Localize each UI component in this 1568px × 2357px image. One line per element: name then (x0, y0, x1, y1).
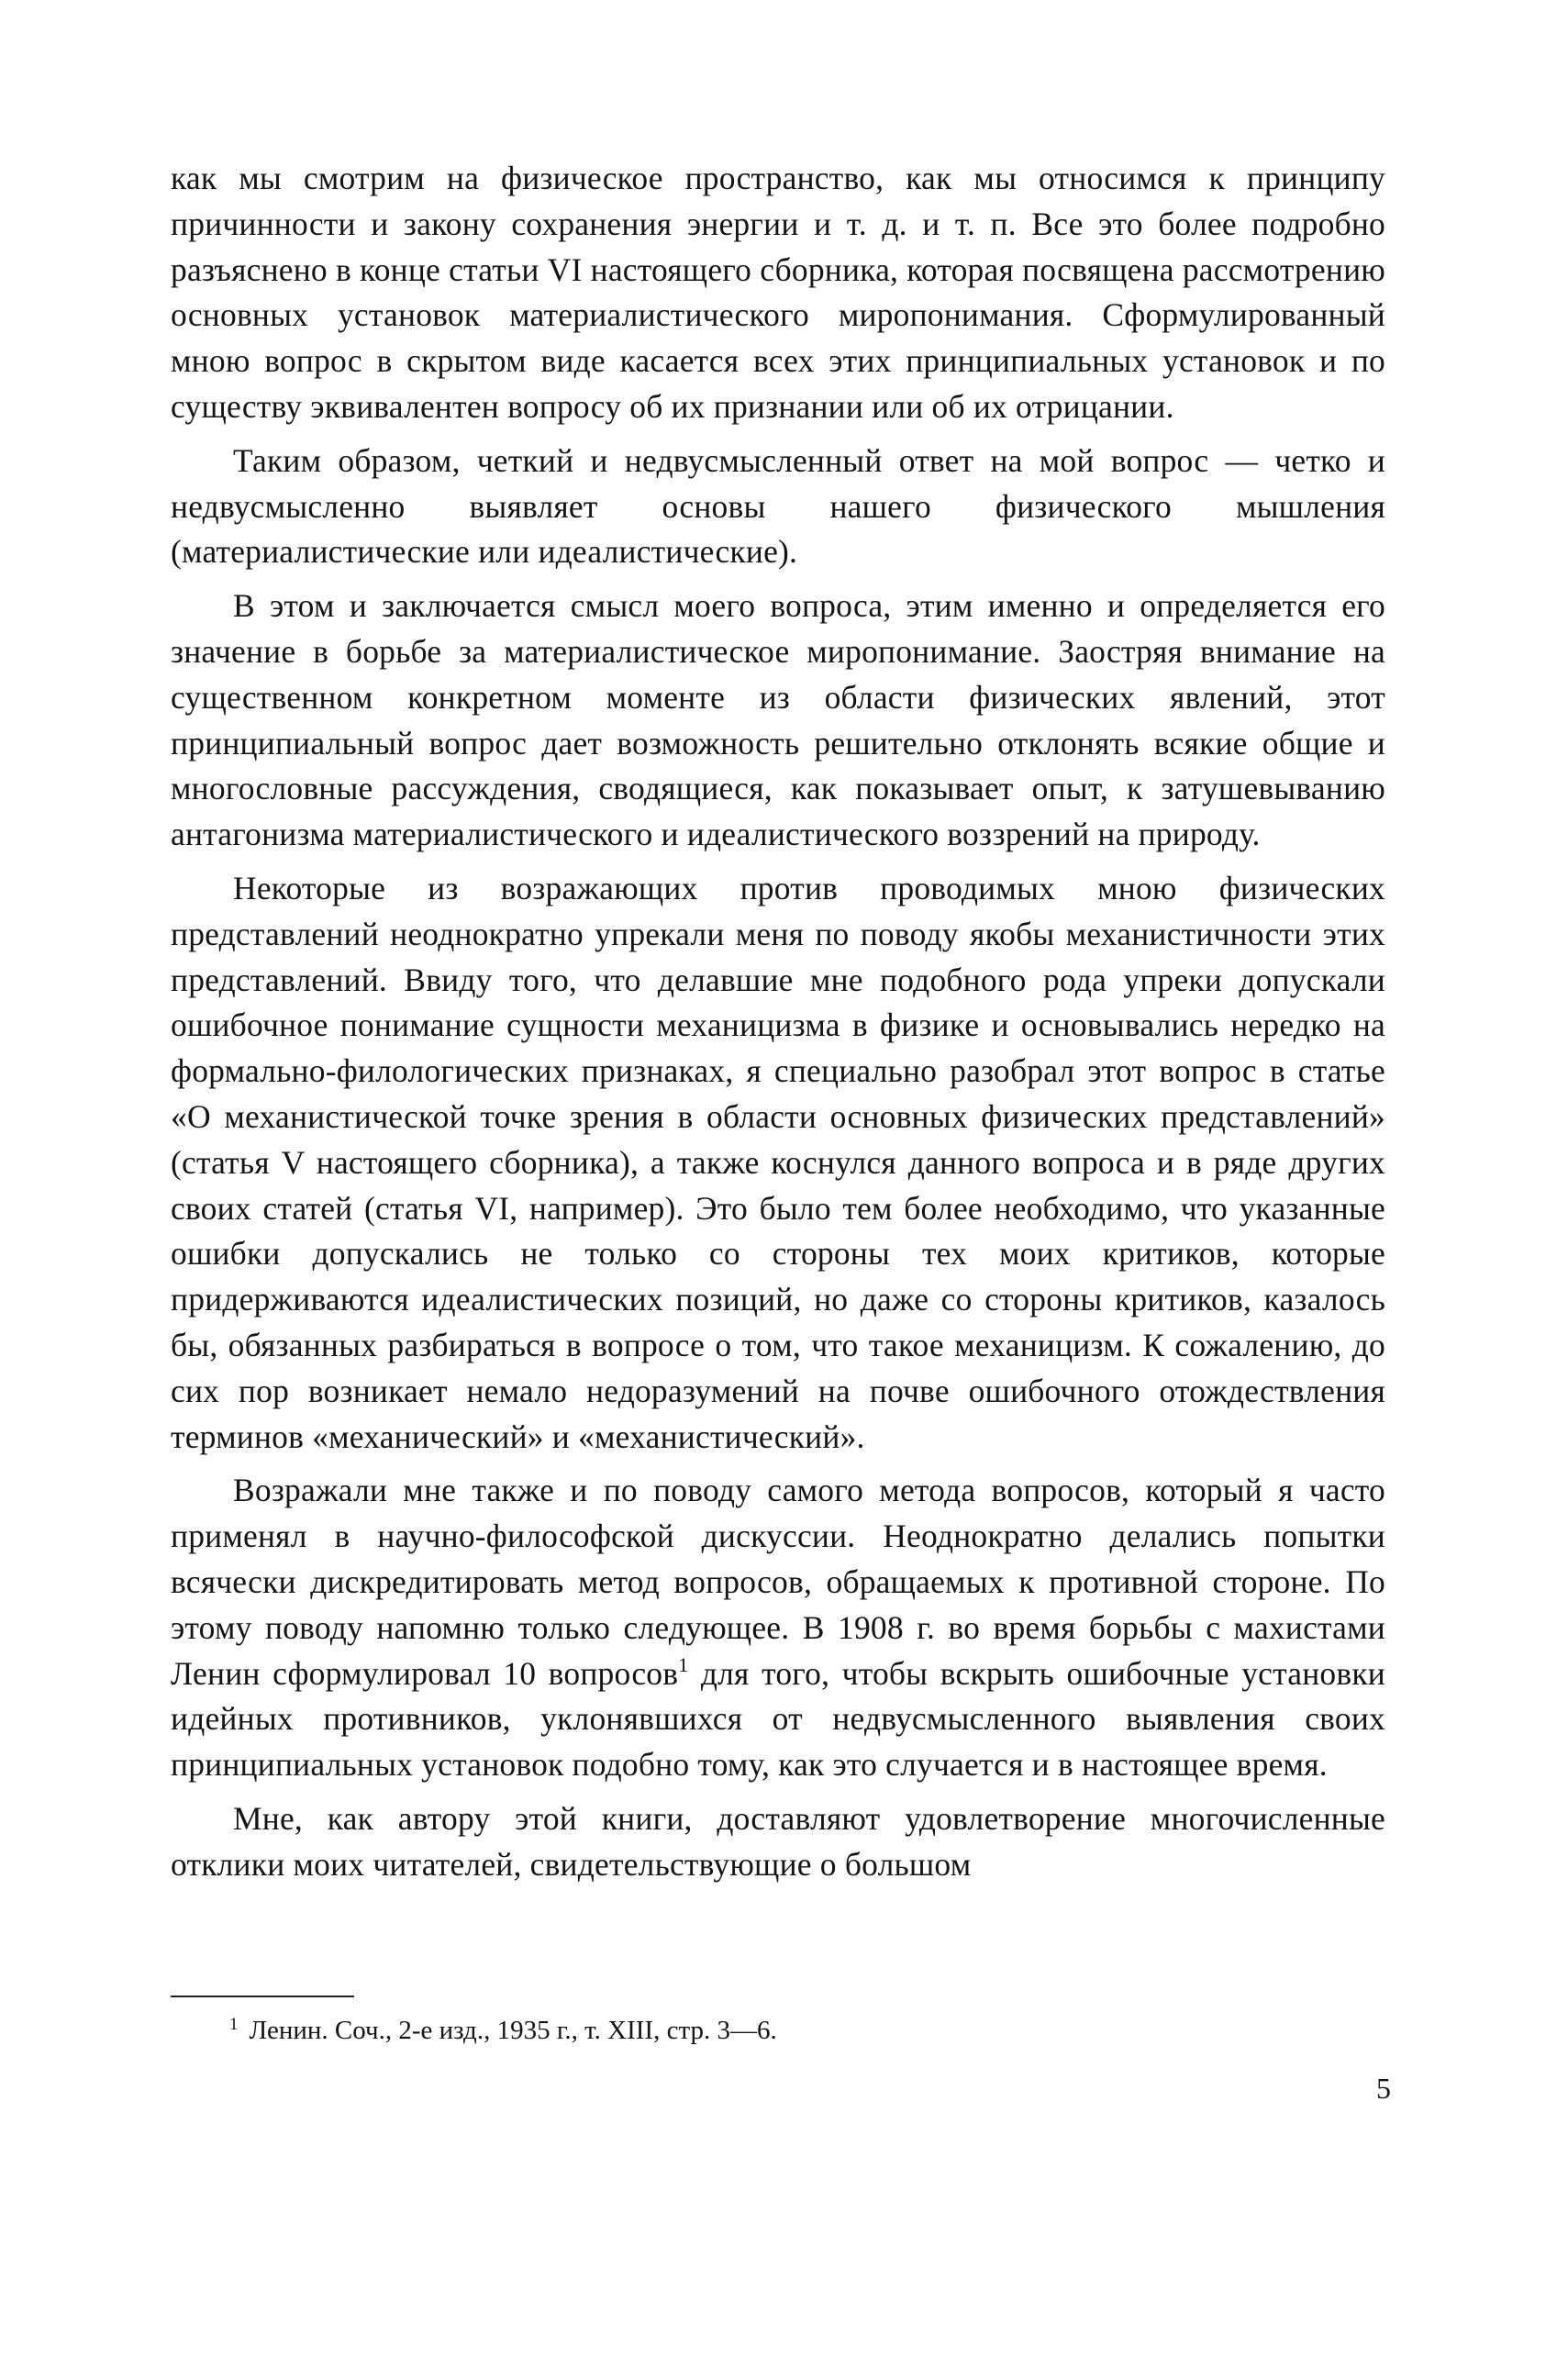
paragraph-6: Мне, как автору этой книги, доставляют удовлетворение многочисленные отклики моих читателей, свидетельствующие о большом (171, 1799, 1385, 1883)
paragraph-3: В этом и заключается смысл моего вопроса, этим именно и определяется его значение в борьбе за материалистическое миропонимание. Заостряя внимание на существенном конкретном моменте из области физических явлений, этот принципиальный вопрос дает возможность решительно отклонять всякие общие и многословные рассуждения, сводящиеся, как показывает опыт, к затушевыванию антагонизма материалистического и идеалистического воззрений на природу. (171, 587, 1385, 853)
paragraph-2: Таким образом, четкий и недвусмысленный ответ на мой вопрос — четко и недвусмысленно выявляет основы нашего физического мышления (материалистические или идеалистические). (171, 441, 1385, 571)
page-number: 5 (1376, 2072, 1391, 2105)
footnote-separator (171, 1996, 354, 1997)
footnote (229, 2007, 1239, 2049)
paragraph-5-part-2: для того, чтобы вскрыть ошибочные установки идейных противников, уклонявшихся от недвусмысленного выявления своих принципиальных установок подобно тому, как это случается и в настоящее время. (171, 1654, 1385, 1784)
footnote-reference: 1 (678, 1652, 689, 1676)
paragraph-5 (171, 1468, 1385, 1788)
paragraph-1: как мы смотрим на физическое пространство, как мы относимся к принципу причинности и закону сохранения энергии и т. д. и т. п. Все это более подробно разъяснено в конце статьи VI настоящего сборника, которая посвящена рассмотрению основных установок материалистического миропонимания. Сформулированный мною вопрос в скрытом виде касается всех этих принципиальных установок и по существу эквивалентен вопросу об их признании или об их отрицании. (171, 160, 1385, 425)
footnote-text: Ленин. Соч., 2-е изд., 1935 г., т. XIII, стр. 3—6. (249, 2016, 777, 2045)
paragraph-4: Некоторые из возражающих против проводимых мною физических представлений неоднократно упрекали меня по поводу якобы механистичности этих представлений. Ввиду того, что делавшие мне подобного рода упреки допускали ошибочное понимание сущности механицизма в физике и основывались нередко на формально-филологических признаках, я специально разобрал этот вопрос в статье «О механистической точке зрения в области основных физических представлений» (статья V настоящего сборника), а также коснулся данного вопроса и в ряде других своих статей (статья VI, например). Это было тем более необходимо, что указанные ошибки допускались не только со стороны тех моих критиков, которые придерживаются идеалистических позиций, но даже со стороны критиков, казалось бы, обязанных разбираться в вопросе о том, что такое механицизм. К сожалению, до сих пор возникает немало недоразумений на почве ошибочного отождествления терминов «механический» и «механистический». (171, 869, 1385, 1455)
page-body (171, 156, 1385, 1896)
footnote-mark: 1 (229, 2015, 239, 2034)
paragraph-5-part-1: Возражали мне также и по поводу самого метода вопросов, который я часто применял в научно-философской дискуссии. Неоднократно делались попытки всячески дискредитировать метод вопросов, обращаемых к противной стороне. По этому поводу напомню только следующее. В 1908 г. во время борьбы с махистами Ленин сформулировал 10 вопросов (171, 1472, 1385, 1692)
